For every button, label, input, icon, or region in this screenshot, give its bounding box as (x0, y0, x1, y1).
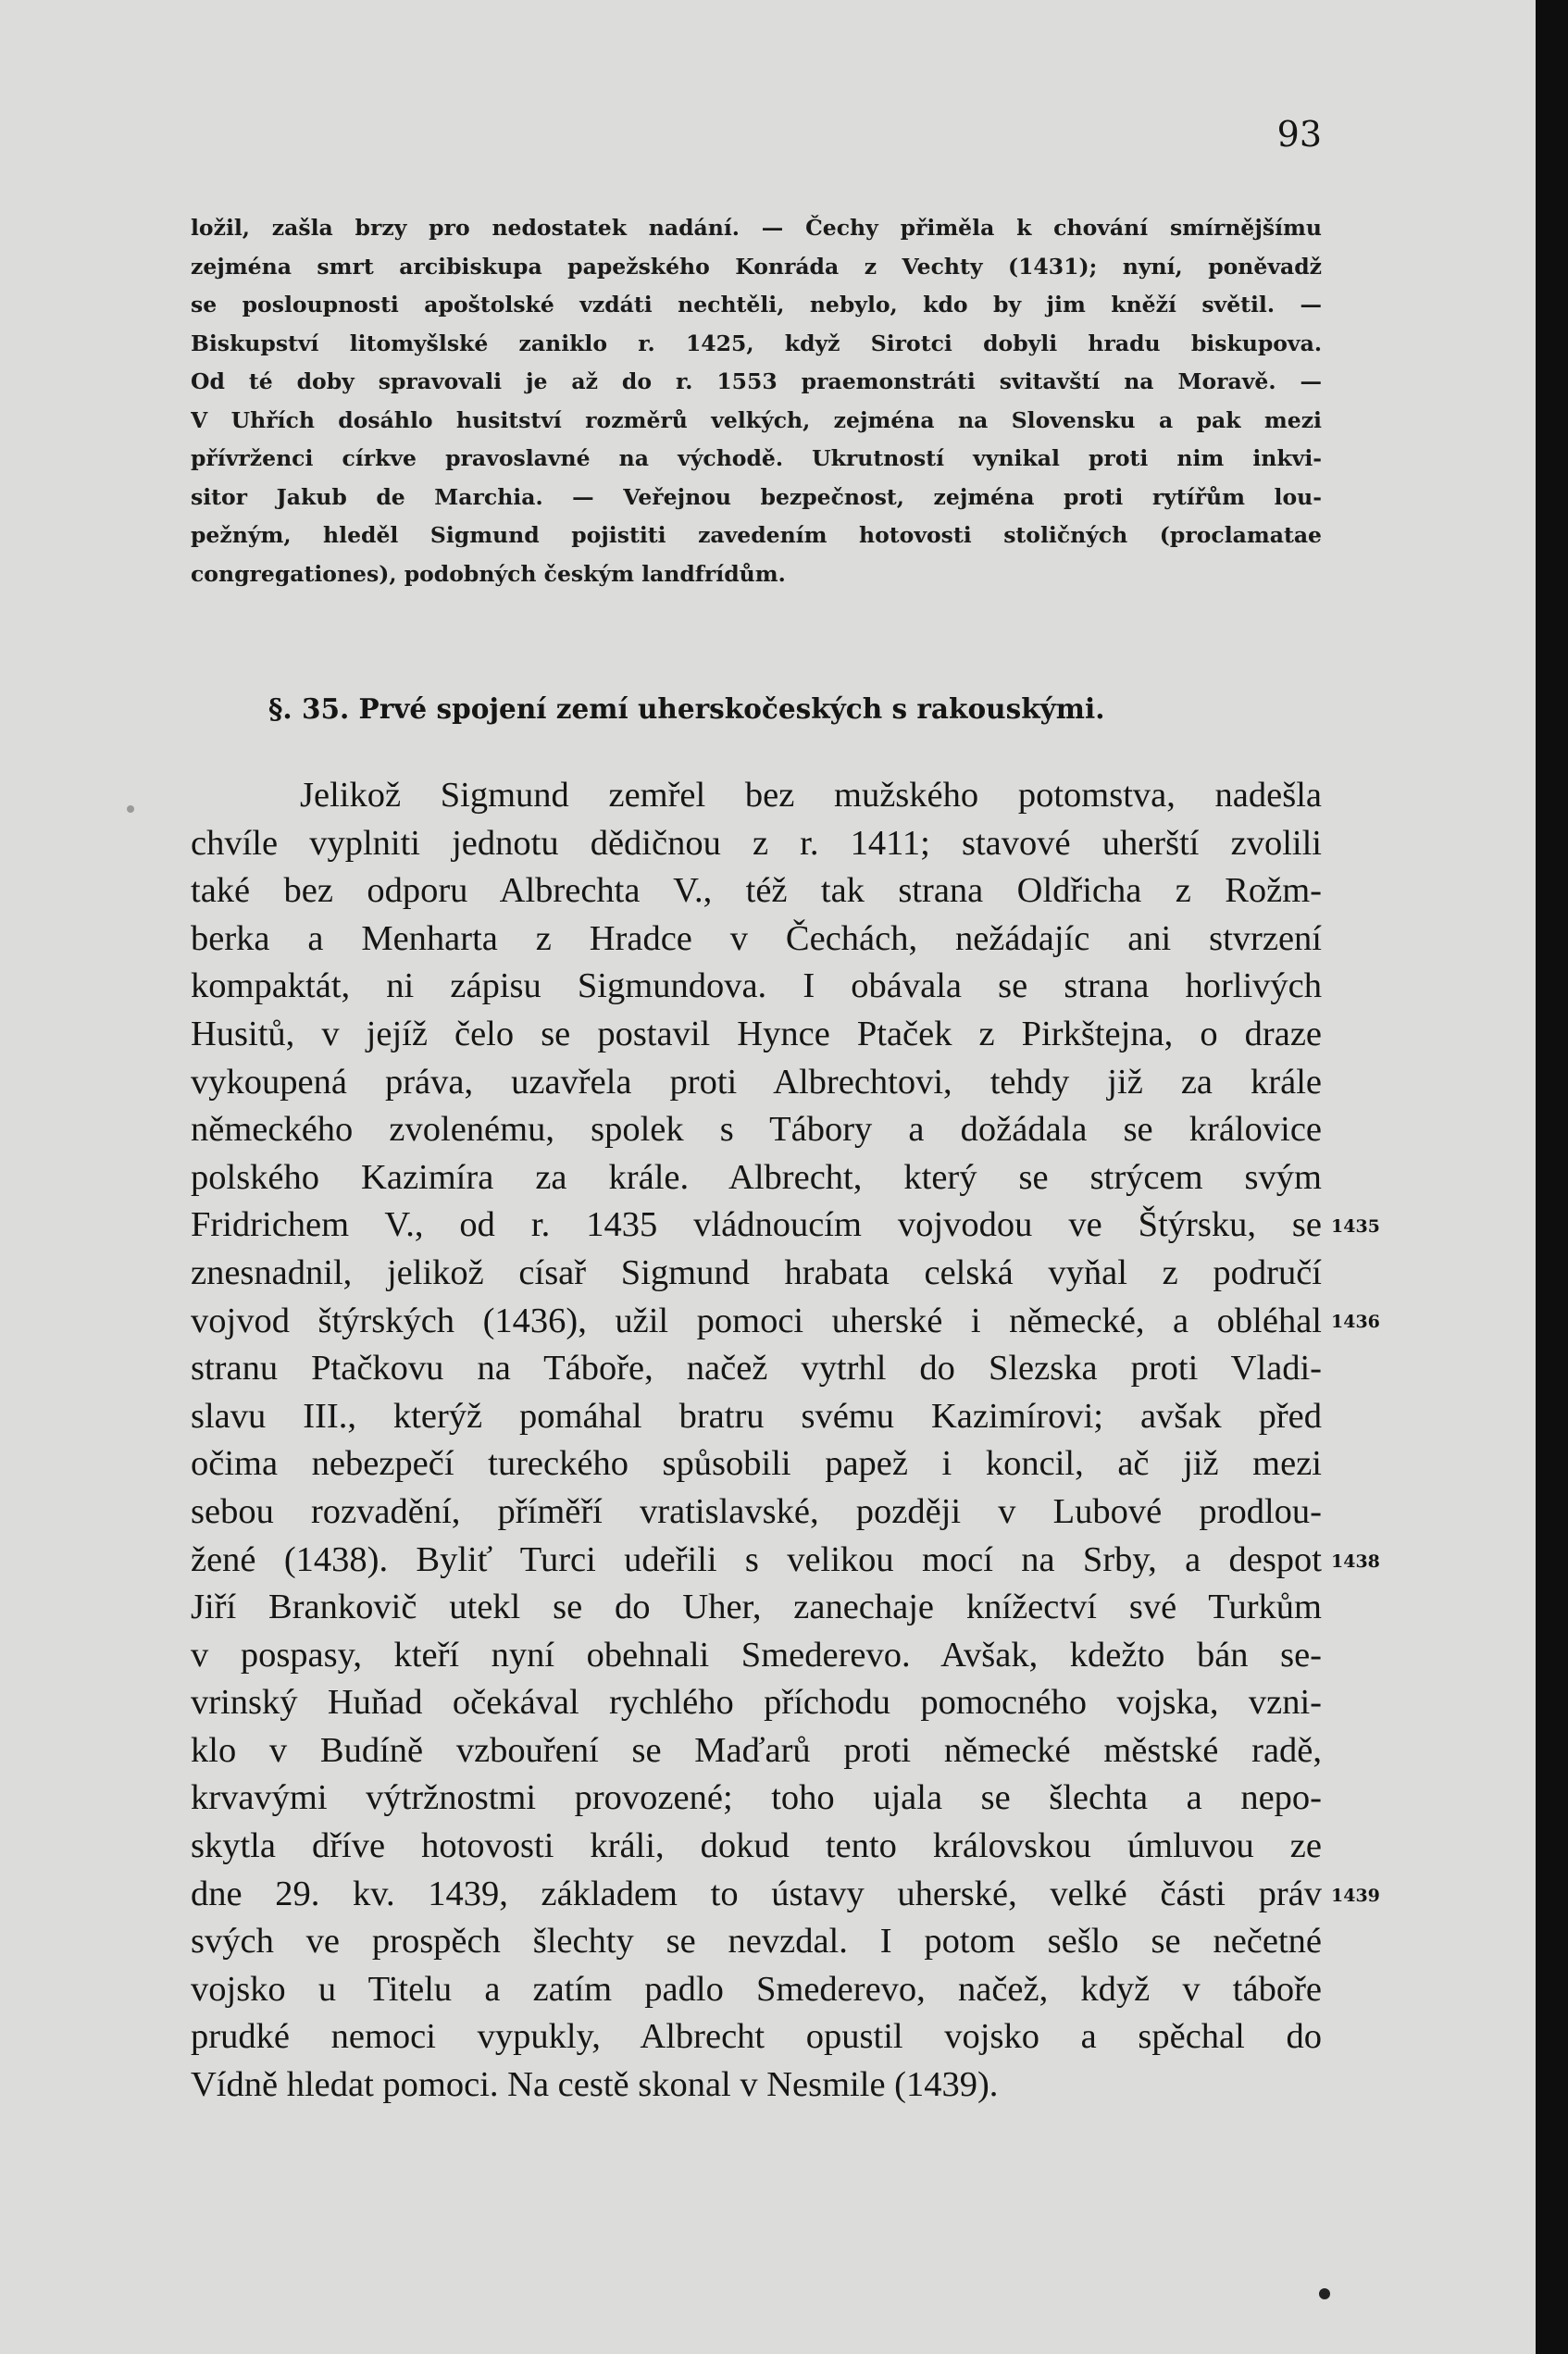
body-line: očima nebezpečí tureckého spůsobili papež i koncil, ač již mezi (191, 1444, 1322, 1484)
footnote-line: ložil, zašla brzy pro nedostatek nadání. — Čechy přiměla k chování smírnějšímu (191, 215, 1322, 241)
body-line: kompaktát, ni zápisu Sigmundova. I obávala se strana horlivých (191, 966, 1322, 1006)
scan-border (1536, 0, 1568, 2354)
body-text (191, 772, 1322, 2110)
ink-speck (127, 805, 134, 813)
body-line: dne 29. kv. 1439, základem to ústavy uherské, velké části práv (191, 1874, 1322, 1913)
body-line: znesnadnil, jelikož císař Sigmund hrabata celská vyňal z područí (191, 1252, 1322, 1292)
body-line: Fridrichem V., od r. 1435 vládnoucím vojvodou ve Štýrsku, se (191, 1205, 1322, 1245)
body-line: polského Kazimíra za krále. Albrecht, který se strýcem svým (191, 1157, 1322, 1197)
ink-speck (1319, 2288, 1330, 2299)
body-line: vojvod štýrských (1436), užil pomoci uherské i německé, a obléhal (191, 1301, 1322, 1340)
footnote-line: přívrženci církve pravoslavné na východě. Ukrutností vynikal proti nim inkvi- (191, 445, 1322, 471)
body-line: Jelikož Sigmund zemřel bez mužského potomstva, nadešla (300, 776, 1322, 815)
footnote-line: se posloupnosti apoštolské vzdáti nechtěli, nebylo, kdo by jim kněží světil. — (191, 292, 1322, 318)
footnote-line: pežným, hleděl Sigmund pojistiti zavedením hotovosti stoličných (proclamatae (191, 522, 1322, 548)
body-line: také bez odporu Albrechta V., též tak strana Oldřicha z Rožm- (191, 871, 1322, 911)
margin-year: 1436 (1331, 1312, 1380, 1332)
body-line: slavu III., kterýž pomáhal bratru svému Kazimírovi; avšak před (191, 1396, 1322, 1436)
footnote-line: sitor Jakub de Marchia. — Veřejnou bezpečnost, zejména proti rytířům lou- (191, 483, 1322, 510)
body-line: chvíle vyplniti jednotu dědičnou z r. 1411; stavové uherští zvolili (191, 823, 1322, 863)
footnote-line: V Uhřích dosáhlo husitství rozměrů velkých, zejména na Slovensku a pak mezi (191, 406, 1322, 433)
margin-year: 1439 (1331, 1886, 1380, 1906)
footnote-block (191, 209, 1322, 593)
body-line: berka a Menharta z Hradce v Čechách, nežádajíc ani stvrzení (191, 918, 1322, 958)
footnote-line: Od té doby spravovali je až do r. 1553 praemonstráti svitavští na Moravě. — (191, 368, 1322, 394)
body-line: svých ve prospěch šlechty se nevzdal. I potom sešlo se nečetné (191, 1922, 1322, 1962)
margin-year: 1435 (1331, 1216, 1380, 1237)
body-line: vrinský Huňad očekával rychlého příchodu pomocného vojska, vzni- (191, 1683, 1322, 1723)
body-line: sebou rozvadění, příměří vratislavské, později v Lubové prodlou- (191, 1491, 1322, 1531)
body-line: vykoupená práva, uzavřela proti Albrechtovi, tehdy již za krále (191, 1062, 1322, 1102)
body-line: Husitů, v jejíž čelo se postavil Hynce Ptaček z Pirkštejna, o draze (191, 1014, 1322, 1053)
body-line: vojsko u Titelu a zatím padlo Smederevo, načež, když v táboře (191, 1969, 1322, 2009)
body-line: Jiří Brankovič utekl se do Uher, zanechaje knížectví své Turkům (191, 1588, 1322, 1627)
body-line: krvavými výtržnostmi provozené; toho ujala se šlechta a nepo- (191, 1778, 1322, 1818)
body-line: skytla dříve hotovosti králi, dokud tento královskou úmluvou ze (191, 1826, 1322, 1866)
footnote-line: congregationes), podobných českým landfrídům. (191, 560, 786, 587)
body-line: Vídně hledat pomoci. Na cestě skonal v Nesmile (1439). (191, 2065, 999, 2105)
footnote-line: Biskupství litomyšlské zaniklo r. 1425, když Sirotci dobyli hradu biskupova. (191, 330, 1322, 356)
body-line: prudké nemoci vypukly, Albrecht opustil vojsko a spěchal do (191, 2017, 1322, 2057)
section-heading: §. 35. Prvé spojení zemí uherskočeských s rakouskými. (268, 692, 1105, 725)
page-number: 93 (1276, 114, 1322, 155)
body-line: v pospasy, kteří nyní obehnali Smederevo. Avšak, kdežto bán se- (191, 1635, 1322, 1675)
body-line: klo v Budíně vzbouření se Maďarů proti německé městské radě, (191, 1730, 1322, 1770)
body-line: německého zvolenému, spolek s Tábory a dožádala se královice (191, 1110, 1322, 1150)
body-line: stranu Ptačkovu na Táboře, načež vytrhl do Slezska proti Vladi- (191, 1349, 1322, 1389)
margin-year: 1438 (1331, 1551, 1380, 1572)
body-line: žené (1438). Byliť Turci udeřili s velikou mocí na Srby, a despot (191, 1539, 1322, 1579)
footnote-line: zejména smrt arcibiskupa papežského Konráda z Vechty (1431); nyní, poněvadž (191, 253, 1322, 280)
